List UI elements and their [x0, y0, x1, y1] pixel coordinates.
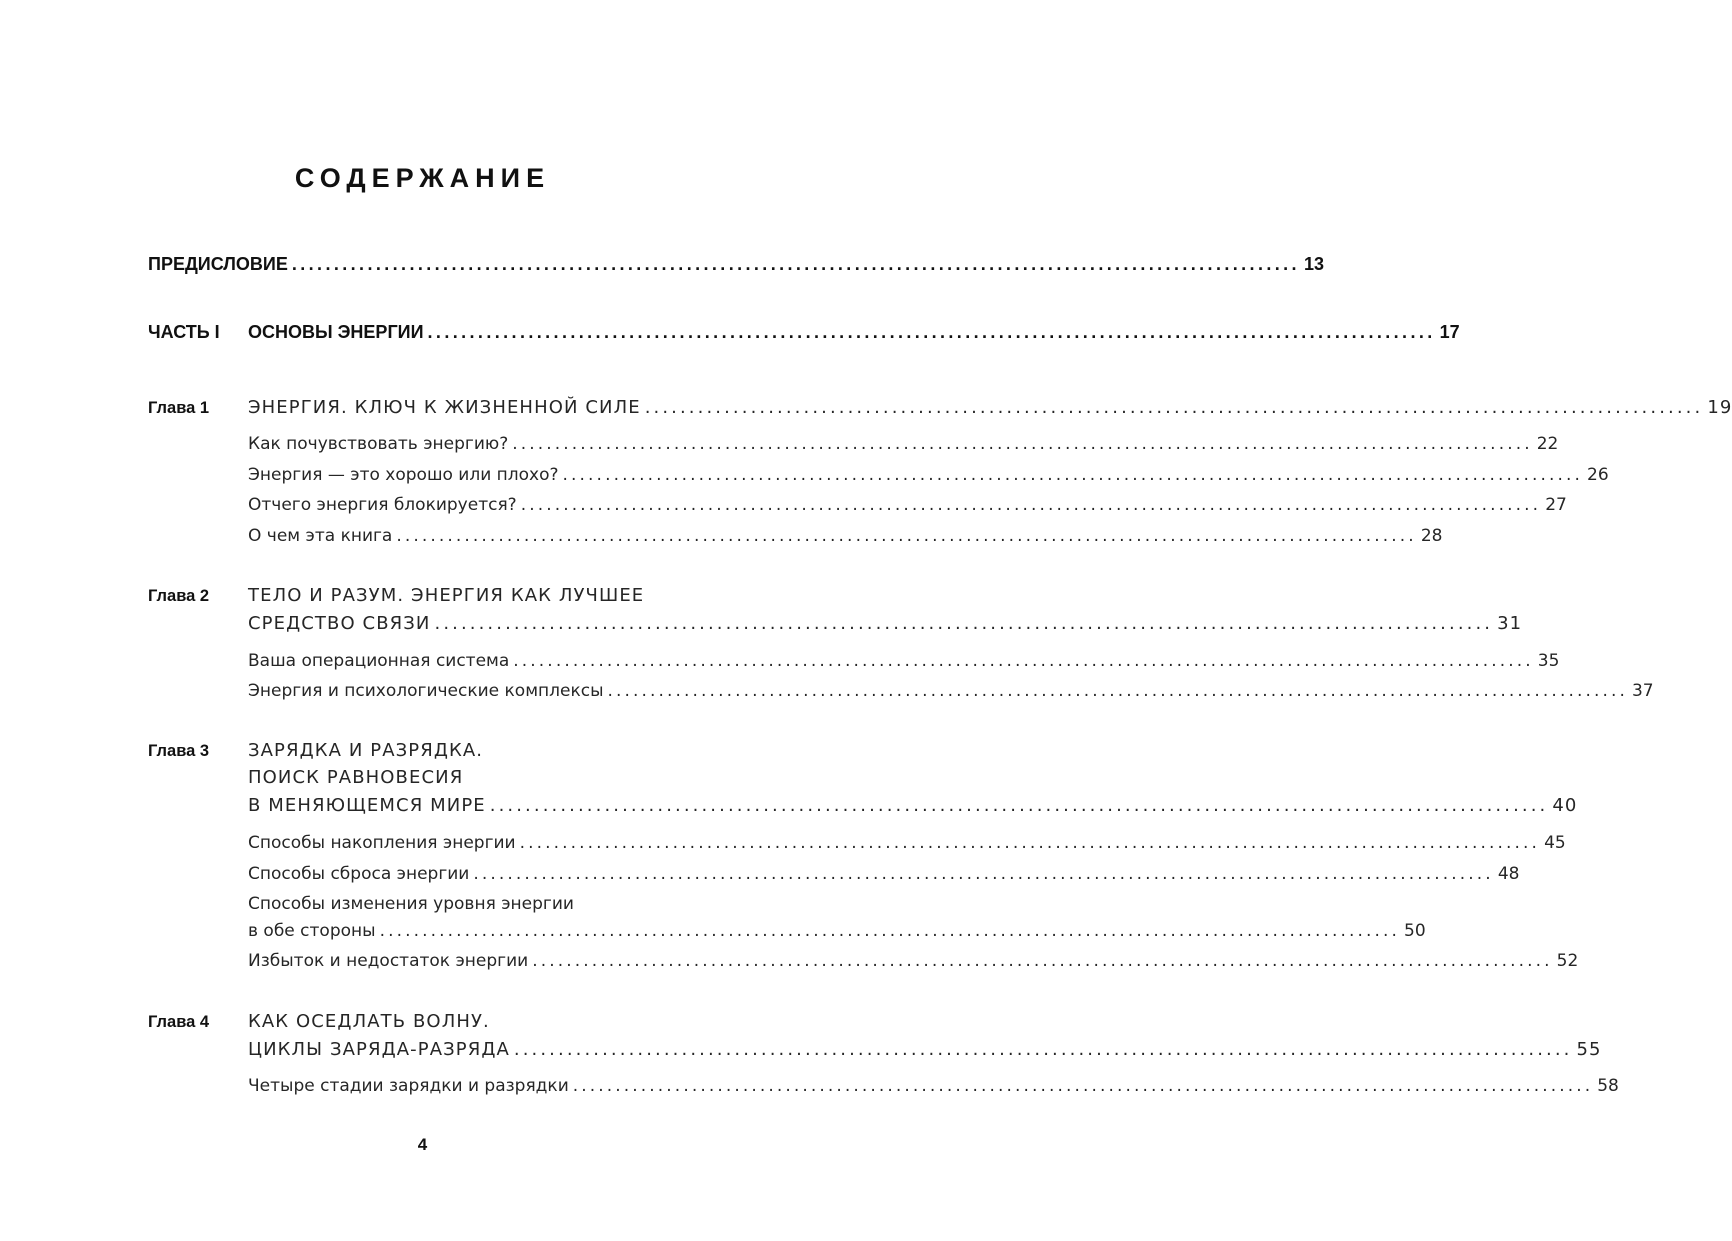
chapter-title-line: ЗАРЯДКА И РАЗРЯДКА. [248, 740, 484, 761]
toc-entry-section[interactable] [248, 864, 1520, 884]
page-number: 4 [417, 1135, 428, 1154]
toc-page-number: 40 [1552, 795, 1578, 816]
leader-dots: ........................................................................................................................ [512, 434, 1533, 454]
leader-dots: ........................................................................................................................ [607, 681, 1628, 701]
toc-entry-section[interactable] [248, 833, 1566, 853]
leader-dots: ........................................................................................................................ [513, 1039, 1573, 1060]
toc-entry-chapter-1[interactable] [248, 397, 1732, 418]
toc-page-number: 26 [1587, 465, 1609, 485]
toc-page-number: 35 [1537, 651, 1560, 671]
toc-page-number: 19 [1707, 397, 1732, 418]
toc-entry-label: Способы накопления энергии [248, 833, 516, 853]
toc-entry-label: Четыре стадии зарядки и разрядки [248, 1076, 569, 1096]
toc-entry-section[interactable] [248, 651, 1560, 671]
chapter-title-line: КАК ОСЕДЛАТЬ ВОЛНУ. [248, 1011, 490, 1032]
chapter-label: Глава 1 [148, 399, 210, 417]
toc-entry-section[interactable] [248, 951, 1579, 971]
part-label: ЧАСТЬ I [148, 322, 220, 342]
toc-page-number: 55 [1576, 1039, 1602, 1060]
leader-dots: ........................................................................................................................ [396, 526, 1417, 546]
leader-dots: ........................................................................................................................ [489, 795, 1549, 816]
toc-entry-label: в обе стороны [248, 921, 376, 941]
toc-page-number: 52 [1556, 951, 1579, 971]
toc-page-number: 45 [1544, 833, 1566, 853]
toc-entry-section[interactable] [248, 681, 1654, 701]
leader-dots: ........................................................................................................................ [291, 254, 1300, 274]
chapter-label: Глава 4 [148, 1013, 210, 1031]
toc-entry-preface[interactable] [148, 254, 1324, 275]
toc-entry-section[interactable] [248, 465, 1609, 485]
toc-entry-label: ПРЕДИСЛОВИЕ [148, 254, 288, 274]
toc-page-number: 13 [1303, 254, 1324, 274]
leader-dots: ........................................................................................................................ [427, 322, 1436, 342]
toc-entry-label: Избыток и недостаток энергии [248, 951, 529, 971]
toc-page-number: 22 [1536, 434, 1559, 454]
toc-entry-label: ЭНЕРГИЯ. КЛЮЧ К ЖИЗНЕННОЙ СИЛЕ [248, 397, 641, 418]
leader-dots: ........................................................................................................................ [434, 613, 1494, 634]
toc-entry-section[interactable] [248, 495, 1567, 515]
toc-page-number: 37 [1631, 681, 1654, 701]
toc-entry-part1[interactable] [248, 322, 1460, 343]
toc-entry-section[interactable] [248, 526, 1443, 546]
toc-entry-label: Энергия и психологические комплексы [248, 681, 604, 701]
toc-page-number: 17 [1439, 322, 1460, 342]
toc-entry-section[interactable] [248, 434, 1559, 454]
toc-entry-chapter-3[interactable] [248, 795, 1578, 816]
leader-dots: ........................................................................................................................ [519, 833, 1541, 853]
toc-page-number: 27 [1545, 495, 1567, 515]
leader-dots: ........................................................................................................................ [572, 1076, 1594, 1096]
toc-entry-label: СРЕДСТВО СВЯЗИ [248, 613, 431, 634]
toc-page-number: 50 [1404, 921, 1426, 941]
leader-dots: ........................................................................................................................ [379, 921, 1401, 941]
leader-dots: ........................................................................................................................ [513, 651, 1534, 671]
toc-entry-label: О чем эта книга [248, 526, 393, 546]
leader-dots: ........................................................................................................................ [644, 397, 1704, 418]
chapter-label: Глава 2 [148, 587, 210, 605]
leader-dots: ........................................................................................................................ [473, 864, 1494, 884]
toc-entry-label: Ваша операционная система [248, 651, 510, 671]
chapter-title-line: ПОИСК РАВНОВЕСИЯ [248, 767, 464, 788]
toc-entry-section[interactable] [248, 921, 1426, 941]
toc-entry-label: ОСНОВЫ ЭНЕРГИИ [248, 322, 424, 342]
section-title-line: Способы изменения уровня энергии [248, 894, 574, 914]
toc-entry-label: Отчего энергия блокируется? [248, 495, 517, 515]
page-title: СОДЕРЖАНИЕ [294, 163, 551, 193]
leader-dots: ........................................................................................................................ [532, 951, 1553, 971]
toc-entry-chapter-2[interactable] [248, 613, 1523, 634]
chapter-title-line: ТЕЛО И РАЗУМ. ЭНЕРГИЯ КАК ЛУЧШЕЕ [248, 585, 645, 606]
chapter-label: Глава 3 [148, 742, 210, 760]
toc-entry-section[interactable] [248, 1076, 1619, 1096]
leader-dots: ........................................................................................................................ [562, 465, 1584, 485]
toc-page-number: 48 [1497, 864, 1520, 884]
toc-entry-label: Способы сброса энергии [248, 864, 470, 884]
toc-entry-label: В МЕНЯЮЩЕМСЯ МИРЕ [248, 795, 486, 816]
toc-entry-label: Энергия — это хорошо или плохо? [248, 465, 559, 485]
toc-entry-label: ЦИКЛЫ ЗАРЯДА-РАЗРЯДА [248, 1039, 510, 1060]
toc-entry-chapter-4[interactable] [248, 1039, 1602, 1060]
toc-page-number: 31 [1497, 613, 1523, 634]
toc-page-number: 58 [1597, 1076, 1619, 1096]
leader-dots: ........................................................................................................................ [520, 495, 1542, 515]
toc-page-number: 28 [1420, 526, 1443, 546]
toc-entry-label: Как почувствовать энергию? [248, 434, 509, 454]
